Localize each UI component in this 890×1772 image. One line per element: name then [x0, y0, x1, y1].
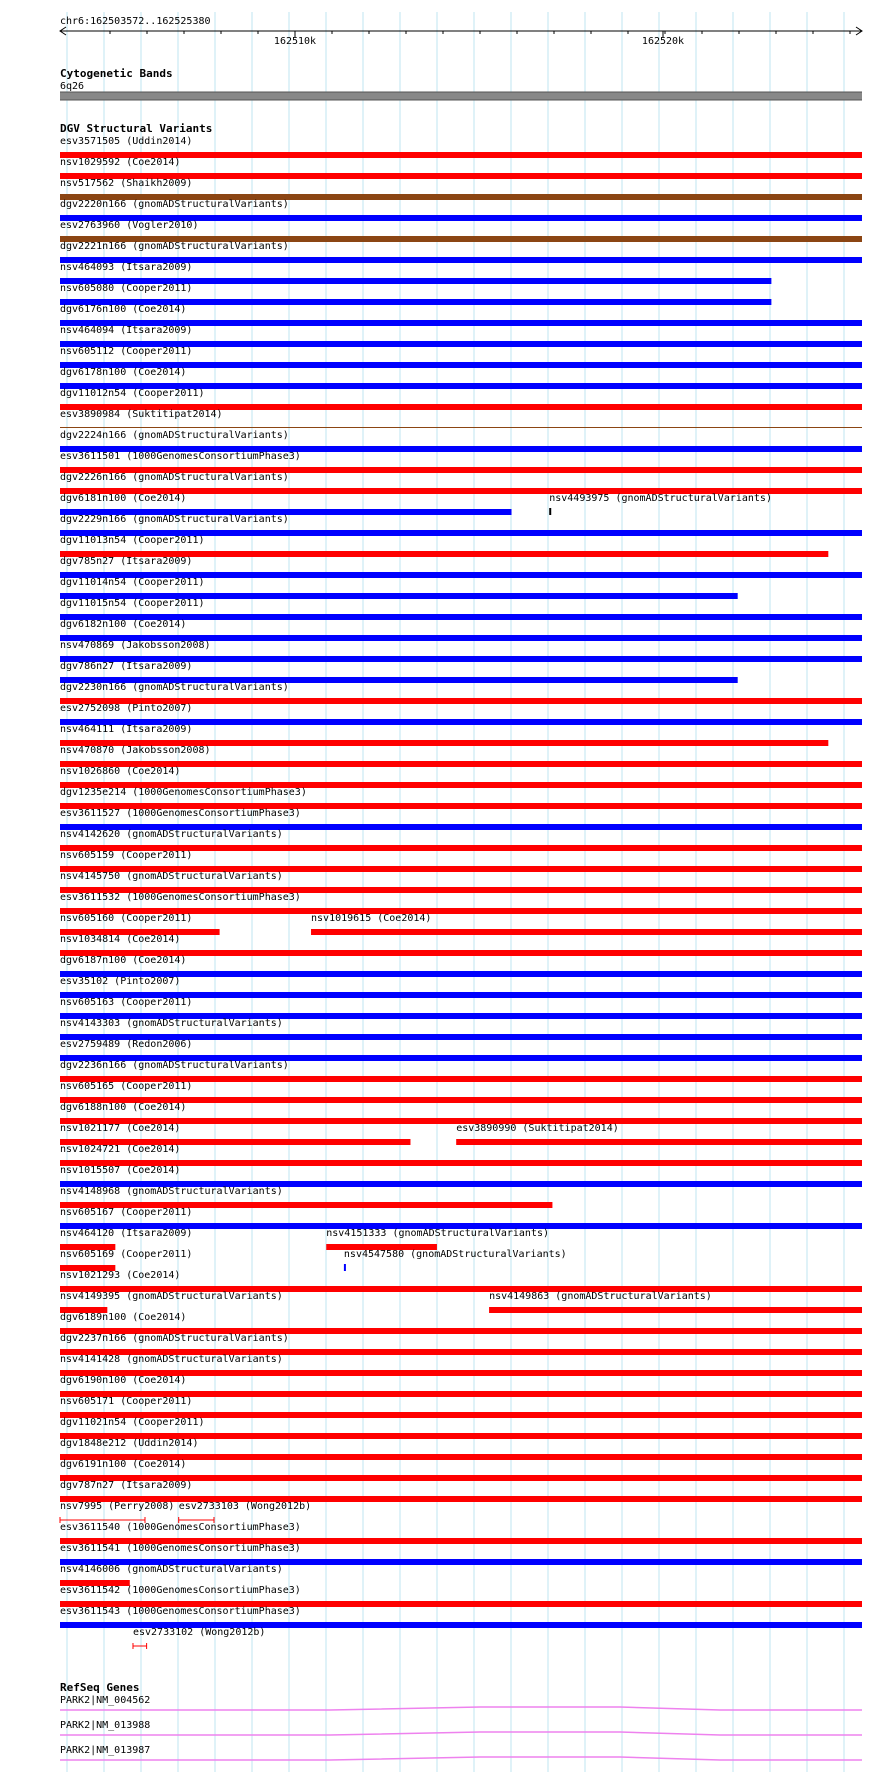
- variant-label: dgv6189n100 (Coe2014): [60, 1312, 187, 1323]
- variant-label: nsv4148968 (gnomADStructuralVariants): [60, 1186, 283, 1197]
- gene-label: PARK2|NM_013988: [60, 1720, 151, 1731]
- variant-label: esv3611541 (1000GenomesConsortiumPhase3): [60, 1543, 301, 1554]
- gene-intron-line[interactable]: [60, 1707, 862, 1710]
- variant-label: nsv4149863 (gnomADStructuralVariants): [489, 1291, 712, 1302]
- variant-label: nsv4145750 (gnomADStructuralVariants): [60, 871, 283, 882]
- variant-label: esv2733102 (Wong2012b): [132, 1627, 266, 1638]
- variant-label: esv3890990 (Suktitipat2014): [456, 1123, 619, 1134]
- variant-feature[interactable]: [60, 766, 862, 788]
- variant-label: nsv470869 (Jakobsson2008): [60, 640, 211, 651]
- variant-label: dgv11013n54 (Cooper2011): [60, 535, 205, 546]
- variant-label: dgv6182n100 (Coe2014): [60, 619, 187, 630]
- variant-label: dgv2230n166 (gnomADStructuralVariants): [60, 682, 289, 693]
- variant-feature[interactable]: [60, 472, 862, 494]
- variant-label: esv3611543 (1000GenomesConsortiumPhase3): [60, 1606, 301, 1617]
- variant-feature[interactable]: [60, 682, 862, 704]
- variant-feature[interactable]: [60, 1396, 862, 1418]
- ruler-tick-label-2: 162520k: [641, 36, 685, 47]
- variant-label: nsv605160 (Cooper2011): [60, 913, 193, 924]
- variant-feature[interactable]: [60, 934, 862, 956]
- variant-feature[interactable]: [60, 619, 862, 641]
- variant-label: dgv6181n100 (Coe2014): [60, 493, 187, 504]
- variant-feature[interactable]: [60, 1228, 192, 1250]
- variant-feature[interactable]: [60, 220, 862, 242]
- variant-feature[interactable]: [60, 955, 862, 977]
- variant-label: nsv470870 (Jakobsson2008): [60, 745, 211, 756]
- variant-label: dgv6188n100 (Coe2014): [60, 1102, 187, 1113]
- variant-feature[interactable]: [60, 1606, 862, 1628]
- variant-label: dgv787n27 (Itsara2009): [60, 1480, 193, 1491]
- variant-feature[interactable]: [549, 493, 772, 515]
- variant-feature[interactable]: [60, 283, 771, 305]
- variant-feature[interactable]: [60, 892, 862, 914]
- variant-label: dgv2229n166 (gnomADStructuralVariants): [60, 514, 289, 525]
- scale-ruler: [60, 16, 862, 47]
- variant-label: nsv1034814 (Coe2014): [60, 934, 181, 945]
- variant-label: nsv1015507 (Coe2014): [60, 1165, 181, 1176]
- variant-label: nsv605169 (Cooper2011): [60, 1249, 193, 1260]
- variant-label: nsv4493975 (gnomADStructuralVariants): [549, 493, 772, 504]
- variant-feature[interactable]: [60, 325, 862, 347]
- variant-label: nsv1021293 (Coe2014): [60, 1270, 181, 1281]
- gene-label: PARK2|NM_013987: [60, 1745, 151, 1756]
- variant-bar[interactable]: [344, 1264, 346, 1271]
- variant-label: dgv2236n166 (gnomADStructuralVariants): [60, 1060, 289, 1071]
- variant-feature[interactable]: [60, 1291, 283, 1313]
- variant-feature[interactable]: [60, 1354, 862, 1376]
- variant-feature[interactable]: [60, 535, 828, 557]
- variant-label: dgv2221n166 (gnomADStructuralVariants): [60, 241, 289, 252]
- variant-feature[interactable]: [133, 1627, 265, 1649]
- variant-feature[interactable]: [60, 724, 828, 746]
- variant-label: nsv4141428 (gnomADStructuralVariants): [60, 1354, 283, 1365]
- variant-feature[interactable]: [311, 913, 862, 935]
- variant-feature[interactable]: [60, 1081, 862, 1103]
- variant-label: nsv605167 (Cooper2011): [60, 1207, 193, 1218]
- variant-label: esv2733103 (Wong2012b): [178, 1501, 312, 1512]
- dgv-structural-variants-track: [60, 122, 862, 1649]
- variant-feature[interactable]: [60, 1270, 862, 1292]
- variant-feature[interactable]: [60, 1123, 410, 1145]
- variant-label: esv3611527 (1000GenomesConsortiumPhase3): [60, 808, 301, 819]
- cyto-band-bar[interactable]: [60, 92, 862, 100]
- variant-feature[interactable]: [60, 178, 862, 200]
- variant-label: esv3571505 (Uddin2014): [60, 136, 193, 147]
- variant-feature[interactable]: [60, 871, 862, 893]
- variant-feature[interactable]: [60, 1543, 862, 1565]
- variant-feature[interactable]: [60, 262, 771, 284]
- cytogenetic-bands-track: [60, 67, 862, 100]
- variant-label: dgv785n27 (Itsara2009): [60, 556, 193, 567]
- variant-label: nsv464093 (Itsara2009): [60, 262, 193, 273]
- gene-feature[interactable]: [60, 1745, 862, 1760]
- variant-label: dgv11012n54 (Cooper2011): [60, 388, 205, 399]
- variant-feature[interactable]: [60, 1102, 862, 1124]
- variant-feature[interactable]: [60, 640, 862, 662]
- variant-label: nsv464094 (Itsara2009): [60, 325, 193, 336]
- variant-feature[interactable]: [60, 1480, 862, 1502]
- variant-label: dgv2220n166 (gnomADStructuralVariants): [60, 199, 289, 210]
- variant-label: esv35102 (Pinto2007): [60, 976, 181, 987]
- ruler-minor-ticks: [110, 31, 850, 34]
- variant-label: dgv2224n166 (gnomADStructuralVariants): [60, 430, 289, 441]
- cyto-track-title: Cytogenetic Bands: [60, 67, 173, 80]
- variant-label: nsv605112 (Cooper2011): [60, 346, 193, 357]
- variant-label: esv2752098 (Pinto2007): [60, 703, 193, 714]
- variant-feature[interactable]: [60, 199, 862, 221]
- variant-feature[interactable]: [344, 1249, 567, 1271]
- variant-label: dgv11015n54 (Cooper2011): [60, 598, 205, 609]
- variant-label: esv2759489 (Redon2006): [60, 1039, 193, 1050]
- variant-label: nsv1021177 (Coe2014): [60, 1123, 181, 1134]
- variant-label: nsv1019615 (Coe2014): [311, 913, 432, 924]
- variant-feature[interactable]: [179, 1501, 311, 1523]
- gene-feature[interactable]: [60, 1720, 862, 1735]
- variant-feature[interactable]: [60, 556, 862, 578]
- variant-feature[interactable]: [60, 745, 862, 767]
- variant-label: dgv11014n54 (Cooper2011): [60, 577, 205, 588]
- variant-feature[interactable]: [60, 829, 862, 851]
- variant-label: nsv605165 (Cooper2011): [60, 1081, 193, 1092]
- variant-feature[interactable]: [60, 157, 862, 179]
- variant-feature[interactable]: [60, 1522, 862, 1544]
- variant-feature[interactable]: [60, 1501, 174, 1523]
- variant-bar[interactable]: [311, 929, 862, 935]
- variant-feature[interactable]: [326, 1228, 549, 1250]
- variant-feature[interactable]: [60, 703, 862, 725]
- variant-label: dgv1235e214 (1000GenomesConsortiumPhase3): [60, 787, 307, 798]
- variant-label: esv3890984 (Suktitipat2014): [60, 409, 223, 420]
- variant-feature[interactable]: [60, 304, 862, 326]
- variant-feature[interactable]: [60, 661, 738, 683]
- variant-label: dgv786n27 (Itsara2009): [60, 661, 193, 672]
- variant-label: esv3611532 (1000GenomesConsortiumPhase3): [60, 892, 301, 903]
- variant-label: nsv464111 (Itsara2009): [60, 724, 193, 735]
- variant-label: dgv6187n100 (Coe2014): [60, 955, 187, 966]
- variant-bar[interactable]: [60, 427, 862, 428]
- variant-feature[interactable]: [60, 136, 862, 158]
- variant-bar[interactable]: [456, 1139, 862, 1145]
- variant-label: nsv464120 (Itsara2009): [60, 1228, 193, 1239]
- variant-label: dgv6190n100 (Coe2014): [60, 1375, 187, 1386]
- variant-label: nsv1026860 (Coe2014): [60, 766, 181, 777]
- variant-label: dgv2226n166 (gnomADStructuralVariants): [60, 472, 289, 483]
- variant-feature[interactable]: [489, 1291, 862, 1313]
- refseq-genes: [60, 1695, 862, 1760]
- variant-feature[interactable]: [60, 913, 220, 935]
- variant-label: nsv605080 (Cooper2011): [60, 283, 193, 294]
- variant-feature[interactable]: [60, 1564, 283, 1586]
- region-label: chr6:162503572..162525380: [60, 16, 211, 27]
- variant-feature[interactable]: [60, 1375, 862, 1397]
- variant-label: nsv4146006 (gnomADStructuralVariants): [60, 1564, 283, 1575]
- variant-feature[interactable]: [60, 493, 512, 515]
- variant-feature[interactable]: [60, 1438, 862, 1460]
- variant-label: esv2763960 (Vogler2010): [60, 220, 199, 231]
- variant-feature[interactable]: [60, 1585, 862, 1607]
- variant-label: nsv1024721 (Coe2014): [60, 1144, 181, 1155]
- variant-feature[interactable]: [60, 367, 862, 389]
- variant-feature[interactable]: [60, 787, 862, 809]
- variant-feature[interactable]: [60, 808, 862, 830]
- variant-label: dgv6176n100 (Coe2014): [60, 304, 187, 315]
- variant-feature[interactable]: [60, 241, 862, 263]
- variant-feature[interactable]: [60, 1186, 552, 1208]
- variant-feature[interactable]: [60, 1165, 862, 1187]
- variant-feature[interactable]: [60, 1417, 862, 1439]
- variant-label: dgv2237n166 (gnomADStructuralVariants): [60, 1333, 289, 1344]
- variant-label: esv3611540 (1000GenomesConsortiumPhase3): [60, 1522, 301, 1533]
- variant-feature[interactable]: [60, 1333, 862, 1355]
- variant-label: nsv605159 (Cooper2011): [60, 850, 193, 861]
- variant-label: dgv6191n100 (Coe2014): [60, 1459, 187, 1470]
- variant-label: nsv605163 (Cooper2011): [60, 997, 193, 1008]
- variant-label: nsv1029592 (Coe2014): [60, 157, 181, 168]
- variant-label: nsv4149395 (gnomADStructuralVariants): [60, 1291, 283, 1302]
- variant-label: nsv517562 (Shaikh2009): [60, 178, 193, 189]
- variant-feature[interactable]: [60, 577, 738, 599]
- refseq-track-title: RefSeq Genes: [60, 1681, 140, 1694]
- gene-label: PARK2|NM_004562: [60, 1695, 151, 1706]
- variant-feature[interactable]: [60, 976, 862, 998]
- variant-feature[interactable]: [60, 1312, 862, 1334]
- variant-feature[interactable]: [60, 409, 862, 428]
- variant-feature[interactable]: [60, 997, 862, 1019]
- variant-label: dgv11021n54 (Cooper2011): [60, 1417, 205, 1428]
- variant-feature[interactable]: [60, 1039, 862, 1061]
- variant-feature[interactable]: [60, 514, 862, 536]
- variant-label: nsv4142620 (gnomADStructuralVariants): [60, 829, 283, 840]
- variant-label: esv3611542 (1000GenomesConsortiumPhase3): [60, 1585, 301, 1596]
- variant-feature[interactable]: [60, 430, 862, 452]
- dgv-track-title: DGV Structural Variants: [60, 122, 213, 135]
- variant-label: dgv6178n100 (Coe2014): [60, 367, 187, 378]
- gene-intron-line[interactable]: [60, 1757, 862, 1760]
- refseq-genes-track: [60, 1681, 862, 1760]
- dgv-features: [60, 136, 862, 1649]
- variant-feature[interactable]: [60, 1459, 862, 1481]
- variant-feature[interactable]: [60, 451, 862, 473]
- gene-feature[interactable]: [60, 1695, 862, 1710]
- variant-bar[interactable]: [549, 508, 551, 515]
- variant-feature[interactable]: [60, 1249, 192, 1271]
- variant-feature[interactable]: [60, 598, 862, 620]
- variant-label: nsv4151333 (gnomADStructuralVariants): [326, 1228, 550, 1239]
- variant-label: nsv4143303 (gnomADStructuralVariants): [60, 1018, 283, 1029]
- variant-feature[interactable]: [60, 388, 862, 410]
- gene-intron-line[interactable]: [60, 1732, 862, 1735]
- variant-feature[interactable]: [60, 1018, 862, 1040]
- ruler-tick-label-1: 162510k: [273, 36, 317, 47]
- variant-feature[interactable]: [60, 1060, 862, 1082]
- variant-label: nsv605171 (Cooper2011): [60, 1396, 193, 1407]
- variant-bar[interactable]: [489, 1307, 862, 1313]
- cyto-band-label: 6q26: [60, 81, 85, 92]
- variant-label: nsv7995 (Perry2008): [60, 1501, 175, 1512]
- variant-feature[interactable]: [60, 850, 862, 872]
- variant-label: esv3611501 (1000GenomesConsortiumPhase3): [60, 451, 301, 462]
- variant-label: dgv1848e212 (Uddin2014): [60, 1438, 199, 1449]
- variant-feature[interactable]: [60, 346, 862, 368]
- variant-label: nsv4547580 (gnomADStructuralVariants): [343, 1249, 567, 1260]
- variant-feature[interactable]: [60, 1207, 862, 1229]
- variant-feature[interactable]: [60, 1144, 862, 1166]
